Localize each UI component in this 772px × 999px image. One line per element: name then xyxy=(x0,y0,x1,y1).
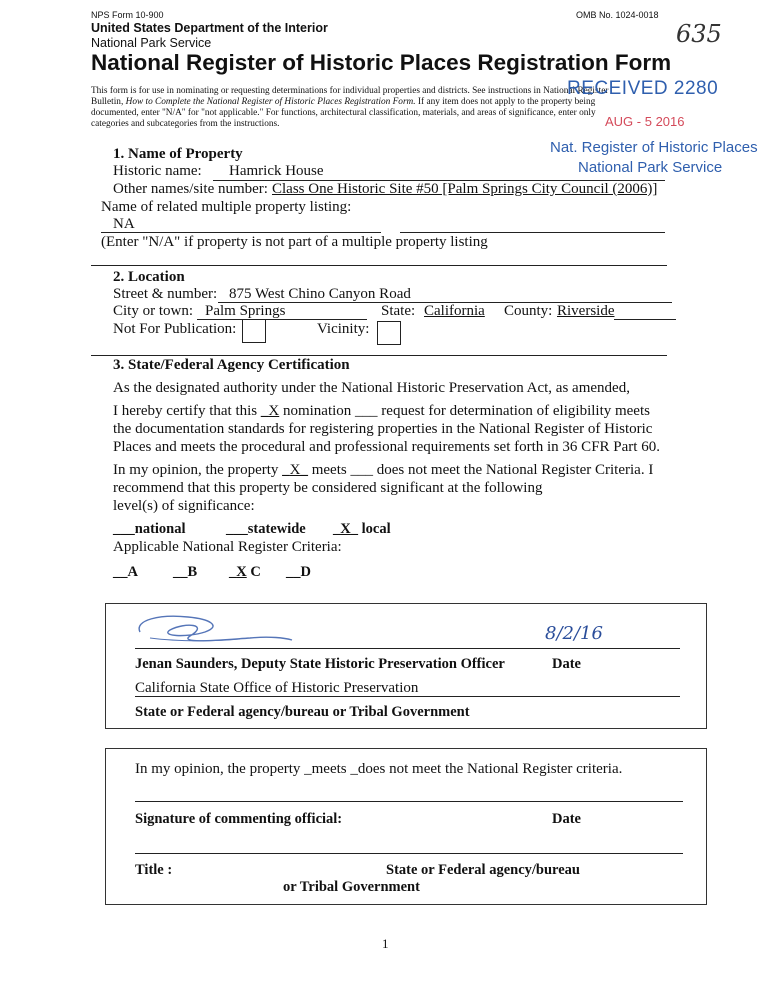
related-listing-underline-1 xyxy=(101,232,381,233)
city-underline xyxy=(197,319,367,320)
instructions-line-1: This form is for use in nominating or requesting determinations for individual properties and districts. See instructions in National Register xyxy=(91,86,609,96)
criteria-b: __B xyxy=(173,564,198,580)
street-value: 875 West Chino Canyon Road xyxy=(229,286,411,302)
other-names-value: Class One Historic Site #50 [Palm Springs City Council (2006)] xyxy=(272,181,658,197)
register-stamp-line-2: National Park Service xyxy=(578,159,723,176)
commenting-signature-line xyxy=(135,801,683,802)
omb-number: OMB No. 1024-0018 xyxy=(576,10,659,20)
related-listing-note: (Enter "N/A" if property is not part of a multiple property listing xyxy=(101,234,488,250)
commenting-title-line xyxy=(135,853,683,854)
certify-line-1: I hereby certify that this _X nomination ___ request for determination of eligibility meets xyxy=(113,403,650,419)
city-label: City or town: xyxy=(113,303,194,319)
register-stamp-line-1: Nat. Register of Historic Places xyxy=(550,139,758,156)
section-2-divider xyxy=(91,355,667,356)
commenting-title-label: Title : xyxy=(135,862,173,878)
vicinity-label: Vicinity: xyxy=(317,321,370,337)
commenting-signature-label: Signature of commenting official: xyxy=(135,811,343,827)
criteria-a: __A xyxy=(113,564,138,580)
certifying-office: California State Office of Historic Preservation xyxy=(135,680,419,696)
form-number: NPS Form 10-900 xyxy=(91,10,164,20)
received-stamp: RECEIVED 2280 xyxy=(567,78,719,99)
section-3-heading: 3. State/Federal Agency Certification xyxy=(113,357,350,373)
historic-name-label: Historic name: xyxy=(113,163,202,179)
city-value: Palm Springs xyxy=(205,303,286,319)
related-listing-label: Name of related multiple property listing: xyxy=(101,199,352,215)
authority-statement: As the designated authority under the National Historic Preservation Act, as amended, xyxy=(113,380,630,396)
historic-name-value: Hamrick House xyxy=(229,163,324,179)
street-label: Street & number: xyxy=(113,286,218,302)
commenting-opinion: In my opinion, the property _meets _does not meet the National Register criteria. xyxy=(135,761,623,777)
signature-image xyxy=(130,608,300,648)
instructions-line-4: categories and subcategories from the instructions. xyxy=(91,119,280,129)
handwritten-reference-number: 635 xyxy=(676,20,722,48)
opinion-line-1: In my opinion, the property _X_ meets ___ does not meet the National Register Criteria. I xyxy=(113,462,654,478)
county-underline xyxy=(614,319,676,320)
related-listing-underline-2 xyxy=(400,232,665,233)
instructions-line-3: documented, enter "N/A" for "not applicable." For functions, architectural classification, materials, and areas of significance, enter only xyxy=(91,108,596,118)
section-1-divider xyxy=(91,265,667,266)
instructions-line-2: Bulletin, How to Complete the National Register of Historic Places Registration Form. If any item does not apply to the property being xyxy=(91,97,596,107)
signature-date: 8/2/16 xyxy=(545,623,603,644)
criteria-label: Applicable National Register Criteria: xyxy=(113,539,342,555)
certify-line-2: the documentation standards for registering properties in the National Register of Historic xyxy=(113,421,653,437)
signature-line xyxy=(135,648,680,649)
certifying-official-name: Jenan Saunders, Deputy State Historic Preservation Officer xyxy=(135,656,505,672)
state-label: State: xyxy=(381,303,416,319)
level-local: _X_ local xyxy=(333,521,391,537)
certifying-date-label: Date xyxy=(552,656,581,672)
state-value: California xyxy=(424,303,485,319)
opinion-line-2: recommend that this property be considered significant at the following xyxy=(113,480,543,496)
commenting-date-label: Date xyxy=(552,811,581,827)
other-names-label: Other names/site number: xyxy=(113,181,268,197)
vicinity-checkbox[interactable] xyxy=(377,321,401,345)
department-name: United States Department of the Interior xyxy=(91,21,328,35)
criteria-c: _X C xyxy=(229,564,261,580)
level-statewide: ___statewide xyxy=(226,521,306,537)
service-name: National Park Service xyxy=(91,36,212,50)
opinion-line-3: level(s) of significance: xyxy=(113,498,255,514)
office-underline xyxy=(135,696,680,697)
not-for-publication-checkbox[interactable] xyxy=(242,319,266,343)
criteria-d: __D xyxy=(286,564,311,580)
county-label: County: xyxy=(504,303,553,319)
related-listing-value: NA xyxy=(113,216,135,232)
commenting-agency-label-1: State or Federal agency/bureau xyxy=(386,862,580,878)
commenting-agency-label-2: or Tribal Government xyxy=(283,879,420,895)
certifying-agency-label: State or Federal agency/bureau or Tribal Government xyxy=(135,704,470,720)
section-2-heading: 2. Location xyxy=(113,269,185,285)
county-value: Riverside xyxy=(557,303,615,319)
form-title: National Register of Historic Places Registration Form xyxy=(91,50,672,75)
received-date-stamp: AUG - 5 2016 xyxy=(605,114,685,129)
certify-line-3: Places and meets the procedural and professional requirements set forth in 36 CFR Part 60. xyxy=(113,439,660,455)
page-number: 1 xyxy=(382,936,389,951)
section-1-heading: 1. Name of Property xyxy=(113,146,243,162)
level-national: ___national xyxy=(113,521,186,537)
not-for-publication-label: Not For Publication: xyxy=(113,321,237,337)
